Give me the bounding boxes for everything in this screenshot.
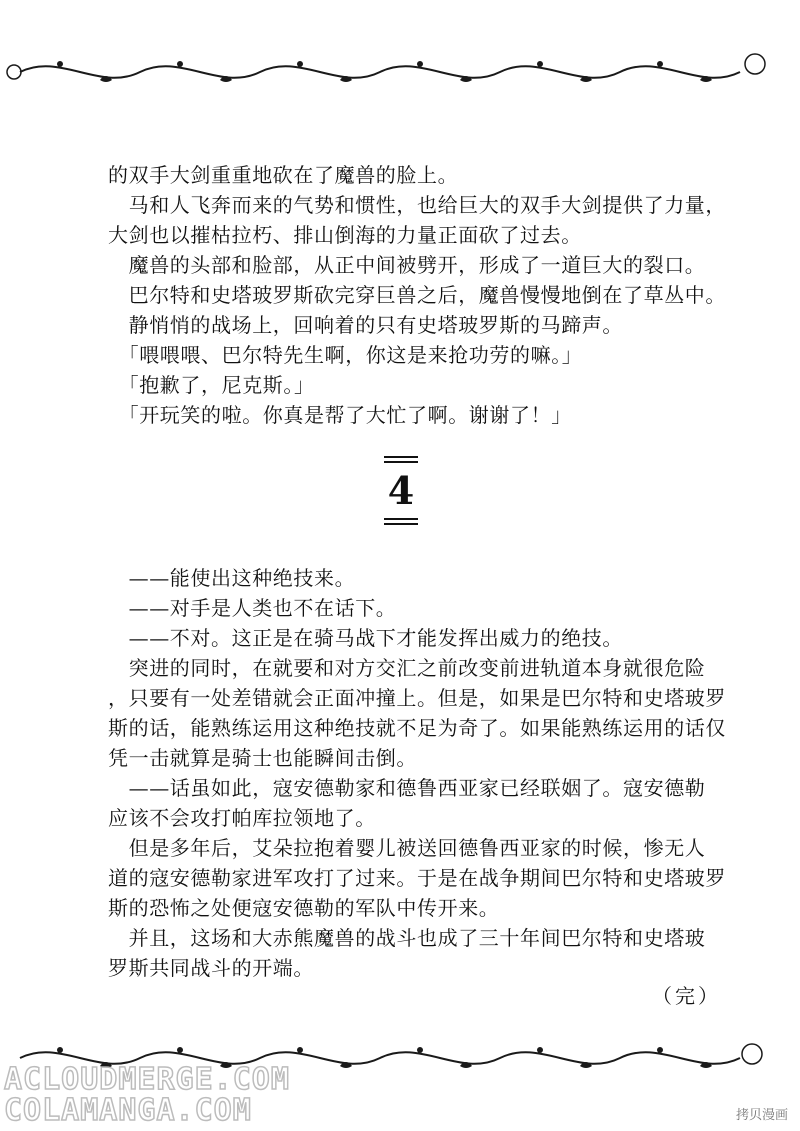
text-line: ——话虽如此，寇安德勒家和德鲁西亚家已经联姻了。寇安德勒: [108, 776, 706, 800]
text-line: 「开玩笑的啦。你真是帮了大忙了啊。谢谢了！」: [108, 403, 572, 427]
text-line: 凭一击就算是骑士也能瞬间击倒。: [108, 746, 417, 770]
watermark-text: COLAMANGA.COM: [4, 1093, 252, 1128]
text-line: 罗斯共同战斗的开端。: [108, 956, 314, 980]
text-line: 但是多年后，艾朵拉抱着婴儿被送回德鲁西亚家的时候，惨无人: [108, 836, 706, 860]
chapter-rule-bottom-2: [384, 523, 418, 525]
text-line: ——对手是人类也不在话下。: [108, 596, 397, 620]
text-line: 的双手大剑重重地砍在了魔兽的脸上。: [108, 163, 459, 187]
text-line: 「喂喂喂、巴尔特先生啊，你这是来抢功劳的嘛。」: [108, 343, 583, 367]
text-line: 大剑也以摧枯拉朽、排山倒海的力量正面砍了过去。: [108, 223, 582, 247]
text-line: ——不对。这正是在骑马战下才能发挥出威力的绝技。: [108, 626, 623, 650]
text-line: ，只要有一处差错就会正面冲撞上。但是，如果是巴尔特和史塔玻罗: [108, 686, 726, 710]
story-paragraphs-2: [108, 563, 726, 983]
end-mark: （完）: [652, 984, 721, 1008]
text-line: 马和人飞奔而来的气势和惯性，也给巨大的双手大剑提供了力量，: [108, 193, 726, 217]
text-line: 巴尔特和史塔玻罗斯砍完穿巨兽之后，魔兽慢慢地倒在了草丛中。: [108, 283, 726, 307]
text-line: 并且，这场和大赤熊魔兽的战斗也成了三十年间巴尔特和史塔玻: [108, 926, 706, 950]
chapter-number: 4: [387, 468, 415, 513]
text-line: 突进的同时，在就要和对方交汇之前改变前进轨道本身就很危险: [108, 656, 706, 680]
text-line: 应该不会攻打帕库拉领地了。: [108, 806, 376, 830]
chapter-rule-top: [384, 456, 418, 458]
watermark-corner: 拷贝漫画: [735, 1108, 788, 1123]
chapter-heading: [382, 452, 422, 528]
chapter-rule-bottom: [384, 518, 418, 520]
ornamental-border-top: [0, 42, 800, 98]
story-paragraphs-1: [108, 160, 726, 430]
text-line: ——能使出这种绝技来。: [108, 566, 356, 590]
text-line: 魔兽的头部和脸部，从正中间被劈开，形成了一道巨大的裂口。: [108, 253, 706, 277]
text-line: 斯的恐怖之处便寇安德勒的军队中传开来。: [108, 896, 500, 920]
text-line: 斯的话，能熟练运用这种绝技就不足为奇了。如果能熟练运用的话仅: [108, 716, 726, 740]
text-line: 道的寇安德勒家进军攻打了过来。于是在战争期间巴尔特和史塔玻罗: [108, 866, 726, 890]
vine-scroll-icon: [0, 42, 800, 98]
text-line: 静悄悄的战场上，回响着的只有史塔玻罗斯的马蹄声。: [108, 313, 623, 337]
chapter-rule-top-2: [384, 461, 418, 463]
text-line: 「抱歉了，尼克斯。」: [108, 373, 315, 397]
watermark-text: ACLOUDMERGE.COM: [4, 1062, 290, 1097]
